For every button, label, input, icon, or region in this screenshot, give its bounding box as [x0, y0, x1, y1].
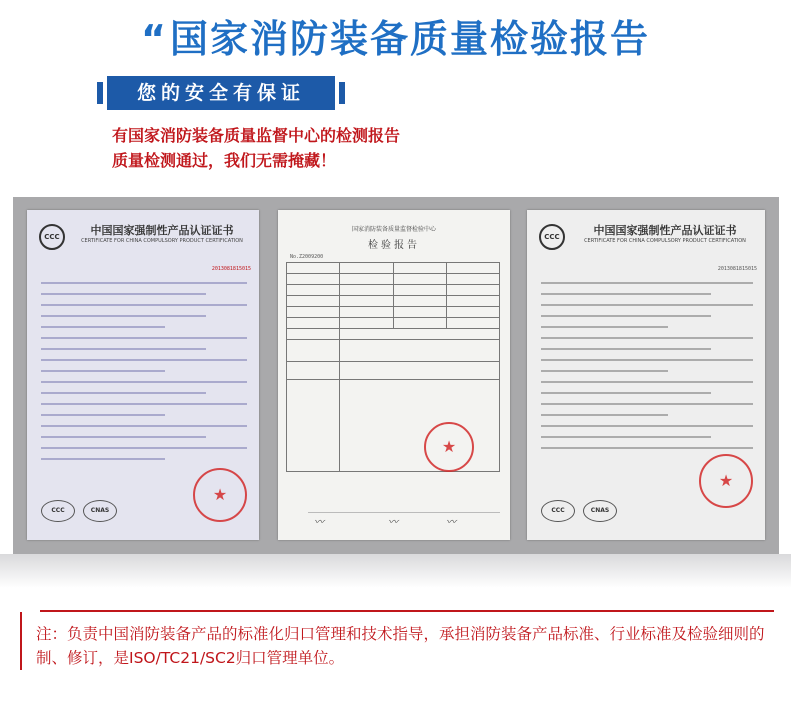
signature-mark-2: 〰 — [388, 517, 398, 528]
ccc-mark-icon: CCC — [41, 500, 75, 522]
certificate-logos — [541, 500, 617, 522]
title-text: 国家消防装备质量检验报告 — [169, 17, 650, 61]
certificate-logos — [41, 500, 117, 522]
red-seal-icon: ★ — [193, 468, 247, 522]
certificate-panel-shadow — [0, 554, 791, 588]
intro-line-2: 质量检测通过，我们无需掩藏！ — [112, 151, 337, 170]
subtitle-banner: 您的安全有保证 — [107, 76, 335, 110]
certificate-body-text — [41, 282, 247, 469]
ccc-mark-icon: CCC — [541, 500, 575, 522]
certificate-serial: 2013081815015 — [717, 266, 757, 272]
note-text: 注：负责中国消防装备产品的标准化归口管理和技术指导，承担消防装备产品标准、行业标准及检验细则的制、修订，是ISO/TC21/SC2归口管理单位。 — [36, 625, 765, 667]
page-title — [0, 8, 791, 63]
certificate-image-3 — [527, 210, 765, 540]
certificate-title-en: CERTIFICATE FOR CHINA COMPULSORY PRODUCT CERTIFICATION — [584, 238, 746, 244]
signature-mark-1: 〰 — [314, 517, 324, 528]
report-title: 检验报告 — [368, 240, 420, 251]
certificate-body-text — [541, 282, 753, 458]
certificate-image-1 — [27, 210, 259, 540]
cnas-mark-icon: CNAS — [583, 500, 617, 522]
signature-mark-3: 〰 — [446, 517, 456, 528]
title-quote-mark: “ — [141, 17, 168, 61]
red-seal-icon: ★ — [424, 422, 474, 472]
certificate-title-en: CERTIFICATE FOR CHINA COMPULSORY PRODUCT CERTIFICATION — [81, 238, 243, 244]
report-header: 国家消防装备质量监督检验中心 — [351, 226, 436, 233]
red-seal-icon: ★ — [699, 454, 753, 508]
intro-line-1: 有国家消防装备质量监督中心的检测报告 — [112, 126, 401, 145]
signature-line — [308, 512, 500, 528]
report-number: No.Z2009200 — [290, 254, 324, 260]
ccc-logo-icon: CCC — [39, 224, 65, 250]
ccc-logo-icon: CCC — [539, 224, 565, 250]
certificate-serial: 2013081815015 — [211, 266, 251, 272]
certificate-title: 中国国家强制性产品认证证书 — [90, 224, 234, 237]
certificate-title: 中国国家强制性产品认证证书 — [593, 224, 737, 237]
certificate-image-2 — [278, 210, 510, 540]
intro-text — [112, 123, 532, 173]
cnas-mark-icon: CNAS — [83, 500, 117, 522]
